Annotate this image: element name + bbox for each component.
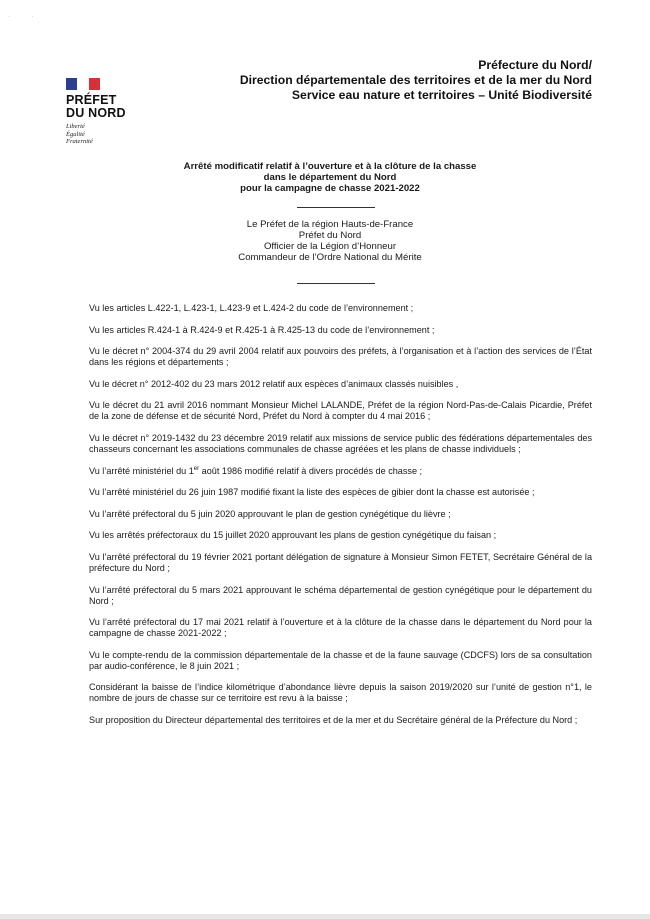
paragraph: Vu les arrêtés préfectoraux du 15 juillet 2020 approuvant les plans de gestion cynégétique du faisan ; bbox=[89, 530, 497, 541]
page-bottom-edge bbox=[0, 914, 650, 919]
authority-line-4: Commandeur de l’Ordre National du Mérite bbox=[238, 252, 422, 263]
authority-line-2: Préfet du Nord bbox=[298, 230, 362, 241]
paragraph-start: Vu l’arrêté ministériel du 1 bbox=[89, 465, 194, 476]
title-line-2: dans le département du Nord bbox=[263, 172, 397, 183]
paragraph: Vu l’arrêté préfectoral du 5 juin 2020 approuvant le plan de gestion cynégétique du lièvre ; bbox=[89, 508, 451, 519]
header-service: Service eau nature et territoires – Unité Biodiversité bbox=[291, 88, 592, 102]
header-prefecture: Préfecture du Nord/ bbox=[478, 58, 592, 72]
prefet-logo bbox=[66, 78, 156, 146]
title-line-1: Arrêté modificatif relatif à l’ouverture et à la clôture de la chasse bbox=[183, 161, 477, 172]
logo-line-prefet: PRÉFET bbox=[66, 93, 117, 107]
paragraph: Vu les articles L.422-1, L.423-1, L.423-9 et L.424-2 du code de l’environnement ; bbox=[89, 303, 414, 313]
document-header bbox=[240, 58, 592, 103]
paragraph: Vu l’arrêté préfectoral du 17 mai 2021 relatif à l’ouverture et à la clôture de la chasse dans le département du Nord pour la campagne de chasse 2021-2022 ; bbox=[89, 617, 592, 639]
paragraph: Vu les articles R.424-1 à R.424-9 et R.425-1 à R.425-13 du code de l’environnement ; bbox=[89, 324, 435, 335]
logo-line-du-nord: DU NORD bbox=[66, 106, 126, 120]
authority-separator bbox=[297, 283, 375, 284]
authority-line-1: Le Préfet de la région Hauts-de-France bbox=[246, 219, 414, 230]
paragraph-end: août 1986 modifié relatif à divers procédés de chasse ; bbox=[199, 465, 423, 476]
paragraph: Vu l’arrêté préfectoral du 19 février 2021 portant délégation de signature à Monsieur Simon FETET, Secrétaire Général de la préfecture du Nord ; bbox=[89, 551, 592, 573]
decree-body bbox=[89, 303, 592, 737]
paragraph: Vu le compte-rendu de la commission départementale de la chasse et de la faune sauvage (CDCFS) lors de sa consultation par audio-conférence, le 8 juin 2021 ; bbox=[89, 649, 592, 671]
authority-block bbox=[160, 219, 500, 263]
paragraph bbox=[89, 466, 592, 477]
paragraph: Vu le décret n° 2004-374 du 29 avril 2004 relatif aux pouvoirs des préfets, à l’organisation et à l’action des services de l’État dans les régions et départements ; bbox=[89, 346, 592, 368]
paragraph: Vu le décret n° 2012-402 du 23 mars 2012 relatif aux espèces d’animaux classés nuisibles , bbox=[89, 378, 459, 389]
paragraph: Vu le décret du 21 avril 2016 nommant Monsieur Michel LALANDE, Préfet de la région Nord-Pas-de-Calais Picardie, Préfet de la zone de défense et de sécurité Nord, Préfet du Nord à compter du 4 mai 2016 ; bbox=[89, 400, 592, 422]
title-line-3: pour la campagne de chasse 2021-2022 bbox=[240, 183, 420, 194]
header-direction: Direction départementale des territoires et de la mer du Nord bbox=[239, 73, 592, 87]
scan-marks: · · bbox=[8, 14, 44, 20]
paragraph: Sur proposition du Directeur départemental des territoires et de la mer et du Secrétaire général de la Préfecture du Nord ; bbox=[89, 714, 578, 725]
paragraph: Considérant la baisse de l’indice kilométrique d’abondance lièvre depuis la saison 2019/2020 sur l’unité de gestion n°1, le nombre de jours de chasse sur ce territoire est revu à la baisse ; bbox=[89, 682, 592, 704]
decree-title bbox=[120, 161, 540, 194]
french-flag-icon bbox=[66, 78, 100, 90]
motto-liberte: Liberté bbox=[66, 123, 85, 130]
paragraph: Vu l’arrêté préfectoral du 5 mars 2021 approuvant le schéma départemental de gestion cynégétique pour le département du Nord ; bbox=[89, 584, 592, 606]
ordinal-suffix: er bbox=[193, 465, 200, 472]
motto-egalite: Égalité bbox=[66, 130, 85, 138]
motto-fraternite: Fraternité bbox=[66, 138, 93, 145]
paragraph: Vu l’arrêté ministériel du 26 juin 1987 modifié fixant la liste des espèces de gibier dont la chasse est autorisée ; bbox=[89, 487, 535, 498]
authority-line-3: Officier de la Légion d’Honneur bbox=[263, 241, 397, 252]
title-separator bbox=[297, 207, 375, 208]
paragraph: Vu le décret n° 2019-1432 du 23 décembre 2019 relatif aux missions de service public des fédérations départementales des chasseurs concernant les associations communales de chasse agréées et les plans de chasse individuels ; bbox=[89, 432, 592, 454]
logo-motto bbox=[66, 123, 156, 146]
